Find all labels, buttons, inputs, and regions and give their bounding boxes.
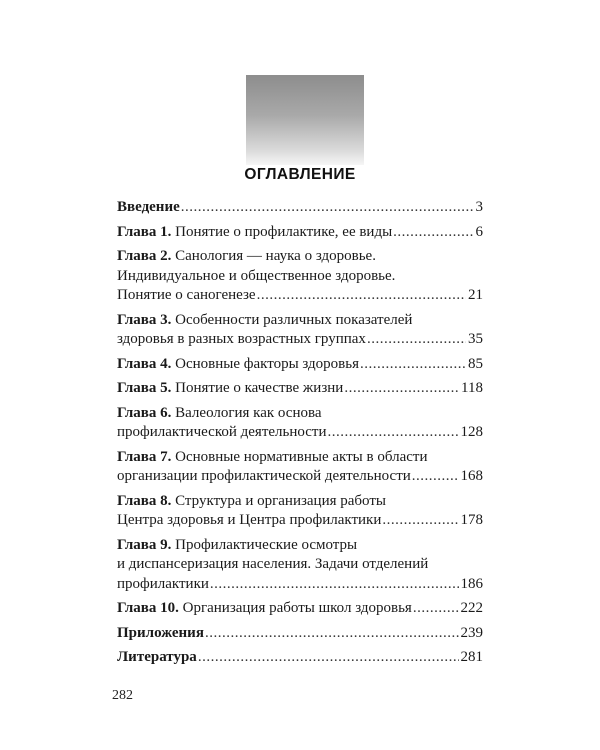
toc-entry-page: 118 — [461, 380, 483, 396]
toc-entry-label: Глава 10. — [117, 600, 179, 616]
dot-leader — [382, 511, 458, 531]
toc-entry — [117, 247, 483, 306]
toc-entry — [117, 492, 483, 531]
toc-entry-line — [117, 599, 483, 619]
toc-entry-title: профилактической деятельности — [117, 424, 327, 440]
toc-entry-title: Основные факторы здоровья — [171, 355, 359, 372]
toc-entry-title: Центра здоровья и Центра профилактики — [117, 512, 382, 528]
toc-entry-label: Глава 8. — [117, 492, 172, 509]
toc-entry-line — [117, 223, 483, 243]
toc-entry-line — [117, 423, 483, 443]
dot-leader — [181, 198, 474, 218]
toc-entry-line — [117, 311, 483, 331]
toc-entry-title: и диспансеризация населения. Задачи отделений — [117, 556, 429, 572]
toc-entry-title: Понятие о профилактике, ее виды — [171, 223, 393, 240]
toc-entry-title: Особенности различных показателей — [171, 311, 413, 328]
toc-entry-label: Глава 1. — [117, 223, 172, 240]
toc-entry-page: 281 — [460, 649, 483, 665]
toc-entry-page: 186 — [460, 575, 483, 592]
toc-entry-line — [117, 648, 483, 668]
toc-entry-line — [117, 511, 483, 531]
toc-entry-page: 85 — [468, 355, 483, 372]
toc-entry-page: 128 — [460, 424, 483, 440]
toc-entry-title: Профилактические осмотры — [171, 536, 358, 553]
toc-entry-line — [117, 198, 483, 218]
toc-entry-title: Организация работы школ здоровья — [178, 600, 412, 616]
toc-entry-label: Приложения — [117, 624, 204, 641]
toc-entry — [117, 379, 483, 399]
toc-list — [117, 198, 483, 673]
toc-entry — [117, 404, 483, 443]
toc-entry — [117, 599, 483, 619]
dot-leader — [344, 379, 459, 399]
toc-entry-label: Глава 7. — [117, 448, 172, 465]
toc-entry — [117, 311, 483, 350]
dot-leader — [360, 355, 466, 375]
toc-entry-page: 21 — [468, 287, 483, 303]
toc-entry-line — [117, 492, 483, 512]
toc-entry-line — [117, 575, 483, 595]
toc-entry — [117, 223, 483, 243]
toc-entry-label: Глава 4. — [117, 355, 172, 372]
toc-entry-page: 239 — [460, 624, 483, 641]
toc-entry-line — [117, 355, 483, 375]
toc-entry — [117, 198, 483, 218]
toc-entry-label: Глава 6. — [117, 404, 172, 421]
toc-entry — [117, 624, 483, 644]
toc-entry-title: Структура и организация работы — [171, 492, 386, 509]
toc-entry-title: Понятие о качестве жизни — [171, 380, 344, 396]
toc-entry-title: Понятие о саногенезе — [117, 287, 256, 303]
toc-entry-line — [117, 247, 483, 267]
toc-entry-page: 6 — [475, 223, 483, 240]
toc-entry-line — [117, 555, 483, 575]
toc-entry-label: Глава 2. — [117, 248, 172, 264]
toc-entry — [117, 536, 483, 595]
header-gradient-block — [246, 75, 364, 165]
toc-entry-page: 178 — [460, 512, 483, 528]
toc-entry-line — [117, 267, 483, 287]
toc-entry-line — [117, 330, 483, 350]
toc-entry-title: здоровья в разных возрастных группах — [117, 331, 366, 347]
toc-entry — [117, 648, 483, 668]
toc-entry-title: Основные нормативные акты в области — [171, 448, 428, 465]
dot-leader — [413, 599, 459, 619]
toc-entry-page: 35 — [468, 331, 483, 347]
toc-entry-title: Индивидуальное и общественное здоровье. — [117, 267, 396, 284]
toc-entry-line — [117, 536, 483, 556]
toc-entry — [117, 448, 483, 487]
toc-entry-label: Глава 3. — [117, 311, 172, 328]
toc-entry-line — [117, 467, 483, 487]
dot-leader — [257, 286, 466, 306]
dot-leader — [367, 330, 466, 350]
toc-entry-line — [117, 286, 483, 306]
toc-entry-line — [117, 624, 483, 644]
toc-entry-label: Глава 9. — [117, 536, 172, 553]
dot-leader — [198, 648, 459, 668]
toc-entry-label: Глава 5. — [117, 380, 172, 396]
toc-entry-label: Введение — [117, 199, 180, 215]
toc-entry — [117, 355, 483, 375]
toc-entry-title: Санология — наука о здоровье. — [171, 248, 376, 264]
toc-entry-title: организации профилактической деятельности — [117, 468, 411, 484]
dot-leader — [205, 624, 459, 644]
toc-entry-line — [117, 404, 483, 424]
dot-leader — [393, 223, 473, 243]
toc-entry-title: профилактики — [117, 575, 209, 592]
page-number: 282 — [112, 688, 133, 703]
toc-entry-line — [117, 448, 483, 468]
toc-entry-title: Валеология как основа — [171, 404, 322, 421]
toc-entry-page: 222 — [460, 600, 483, 616]
toc-entry-page: 3 — [475, 199, 483, 215]
dot-leader — [210, 575, 459, 595]
toc-entry-line — [117, 379, 483, 399]
dot-leader — [412, 467, 459, 487]
dot-leader — [328, 423, 459, 443]
toc-entry-page: 168 — [460, 468, 483, 484]
toc-entry-label: Литература — [117, 649, 197, 665]
toc-heading: ОГЛАВЛЕНИЕ — [244, 166, 356, 183]
